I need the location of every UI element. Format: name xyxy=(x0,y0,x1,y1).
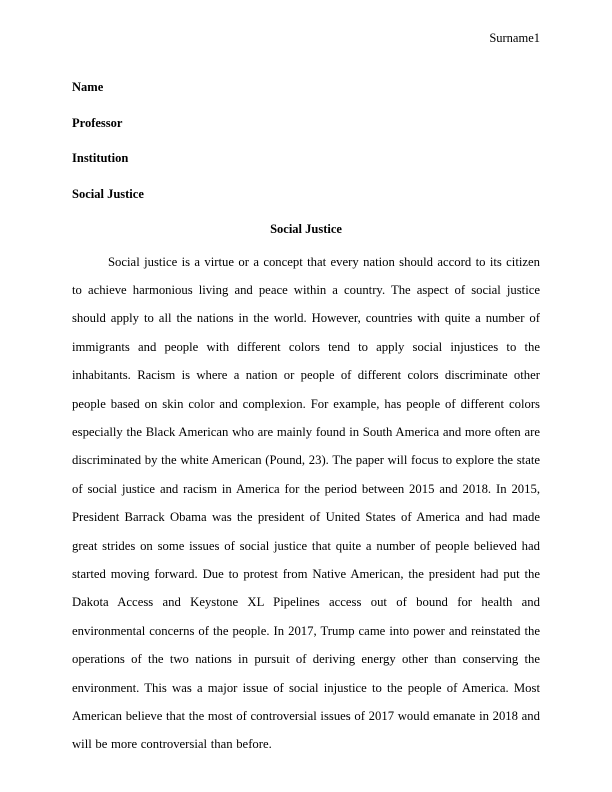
professor-line: Professor xyxy=(72,115,123,130)
author-name-line: Name xyxy=(72,80,104,94)
heading-block xyxy=(72,70,540,212)
essay-paragraph: Social justice is a virtue or a concept that every nation should accord to its citizen to achieve harmonious living and peace within a country. The aspect of social justice should apply to all the nations in the world. However, countries with quite a number of immigrants and people with different colors tend to apply social injustices to the inhabitants. Racism is where a nation or people of different colors discriminate other people based on skin color and complexion. For example, has people of different colors especially the Black American who are mainly found in South America and more often are discriminated by the white American (Pound, 23). The paper will focus to explore the state of social justice and racism in America for the period between 2015 and 2018. In 2015, President Barrack Obama was the president of United States of America and had made great strides on some issues of social justice that quite a number of people believed had started moving forward. Due to protest from Native American, the president had put the Dakota Access and Keystone XL Pipelines access out of bound for health and environmental concerns of the people. In 2017, Trump came into power and reinstated the operations of the two nations in pursuit of deriving energy other than conserving the environment. This was a major issue of social injustice to the people of America. Most American believe that the most of controversial issues of 2017 would emanate in 2018 and will be more controversial than before. xyxy=(72,254,540,752)
institution-line: Institution xyxy=(72,151,129,165)
running-head-surname: Surname1 xyxy=(489,31,540,45)
essay-title: Social Justice xyxy=(270,222,342,236)
course-line: Social Justice xyxy=(72,186,144,201)
